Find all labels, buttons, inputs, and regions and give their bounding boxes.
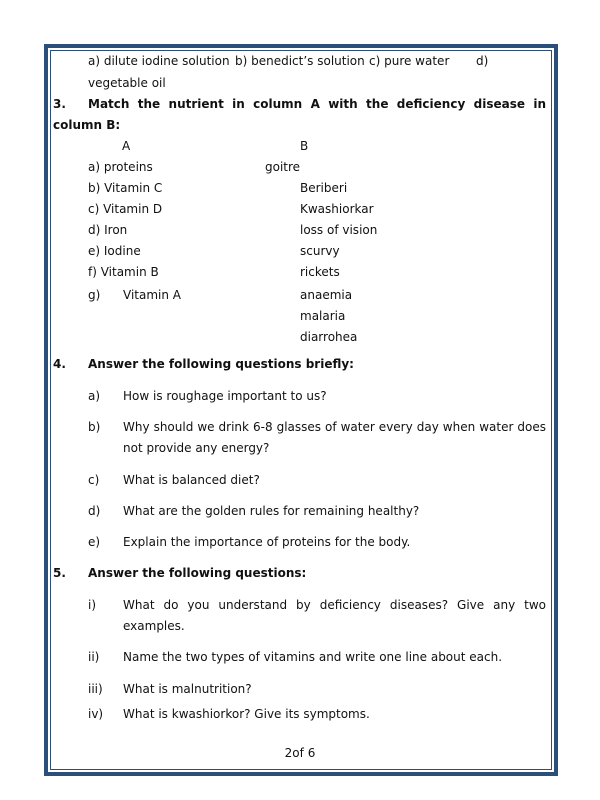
q4-item-label: b) xyxy=(88,420,101,434)
q2-option-d-text: vegetable oil xyxy=(88,76,166,90)
q4-item-text: What is balanced diet? xyxy=(123,473,260,487)
column-b-item: goitre xyxy=(265,160,301,174)
column-a-item: a) proteins xyxy=(88,160,153,174)
q5-item-label: iii) xyxy=(88,682,103,696)
q3-question-line1: Match the nutrient in column A with the deficiency disease in xyxy=(88,97,546,111)
column-b-item: anaemia xyxy=(300,288,353,302)
column-b-item: scurvy xyxy=(300,244,340,258)
column-b-item: Kwashiorkar xyxy=(300,202,374,216)
q4-number: 4. xyxy=(53,357,66,371)
column-b-header: B xyxy=(300,139,309,153)
q4-item-label: a) xyxy=(88,389,101,403)
q2-option-a: a) dilute iodine solution xyxy=(88,54,230,68)
column-b-item: malaria xyxy=(300,309,346,323)
q2-option-d: d) xyxy=(476,54,489,68)
q5-item-text: Name the two types of vitamins and write one line about each. xyxy=(123,650,503,664)
q4-item-text: Explain the importance of proteins for the body. xyxy=(123,535,411,549)
column-a-item: d) Iron xyxy=(88,223,128,237)
column-a-header: A xyxy=(122,139,131,153)
column-a-item: b) Vitamin C xyxy=(88,181,163,195)
q3-number: 3. xyxy=(53,97,66,111)
q4-item-label: e) xyxy=(88,535,101,549)
q5-item-label: iv) xyxy=(88,707,104,721)
column-a-item: e) Iodine xyxy=(88,244,141,258)
q4-heading: Answer the following questions briefly: xyxy=(88,357,354,371)
column-b-item: rickets xyxy=(300,265,340,279)
q5-item-label: ii) xyxy=(88,650,100,664)
column-a-item: f) Vitamin B xyxy=(88,265,159,279)
q4-item-text: not provide any energy? xyxy=(123,441,270,455)
q5-item-label: i) xyxy=(88,598,97,612)
q4-item-label: c) xyxy=(88,473,100,487)
q4-item-text: What are the golden rules for remaining healthy? xyxy=(123,504,420,518)
q5-item-text: What is malnutrition? xyxy=(123,682,252,696)
q4-item-text: Why should we drink 6-8 glasses of water every day when water does xyxy=(123,420,546,434)
column-b-item: diarrohea xyxy=(300,330,358,344)
column-b-item: loss of vision xyxy=(300,223,378,237)
q4-item-text: How is roughage important to us? xyxy=(123,389,327,403)
q5-item-text: What do you understand by deficiency diseases? Give any two xyxy=(123,598,546,612)
page-number: 2of 6 xyxy=(284,746,316,760)
column-a-item: Vitamin A xyxy=(123,288,181,302)
q3-question-line2: column B: xyxy=(53,118,121,132)
q4-item-label: d) xyxy=(88,504,101,518)
q5-heading: Answer the following questions: xyxy=(88,566,307,580)
page-border xyxy=(44,44,558,776)
q5-item-text: What is kwashiorkor? Give its symptoms. xyxy=(123,707,370,721)
q5-item-text: examples. xyxy=(123,619,185,633)
column-b-item: Beriberi xyxy=(300,181,348,195)
q5-number: 5. xyxy=(53,566,66,580)
column-a-item: c) Vitamin D xyxy=(88,202,163,216)
q2-option-b: b) benedict’s solution xyxy=(235,54,365,68)
q2-option-c: c) pure water xyxy=(369,54,450,68)
column-a-item-label: g) xyxy=(88,288,101,302)
